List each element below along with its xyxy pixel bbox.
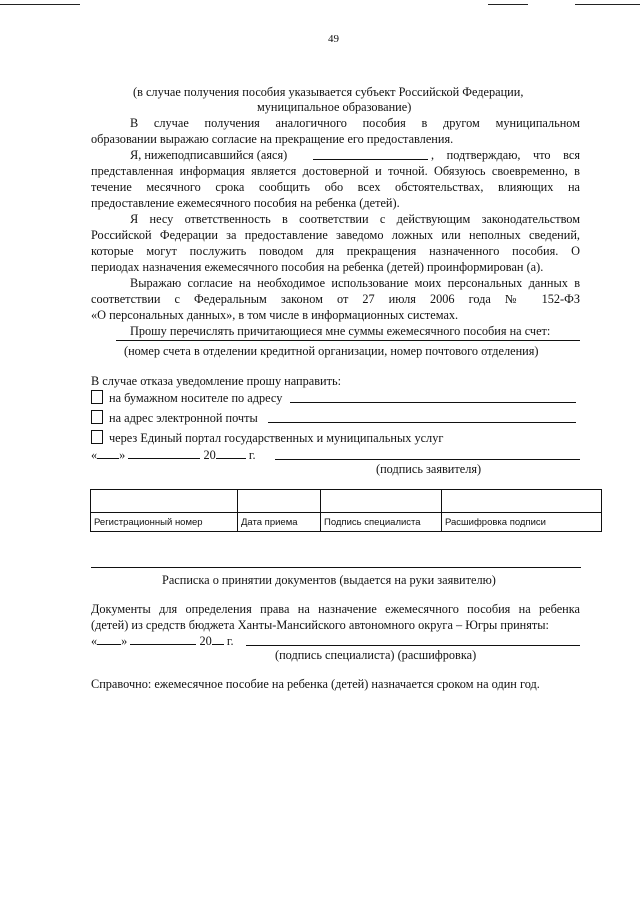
scan-edge-line-left <box>0 4 80 5</box>
date-line-receipt <box>91 633 234 649</box>
reg-number-header: Регистрационный номер <box>91 513 238 532</box>
month-field[interactable] <box>130 633 196 645</box>
email-address-field[interactable] <box>268 422 576 423</box>
date-line-applicant <box>91 447 256 463</box>
receipt-line2: (детей) из средств бюджета Ханты-Мансийского автономного округа – Югры приняты: <box>91 618 549 632</box>
year-prefix: 20 <box>203 448 216 462</box>
page-number: 49 <box>328 33 339 45</box>
receipt-line1: Документы для определения права на назначение ежемесячного пособия на ребенка <box>91 602 580 616</box>
checkbox-portal[interactable] <box>91 430 103 444</box>
para-confirm-line3: течение месячного срока сообщить обо всех обстоятельствах, влияющих на <box>91 180 580 194</box>
scan-edge-line-right <box>488 4 528 5</box>
para-responsibility-line2: Российской Федерации за предоставление заведомо ложных или неполных сведений, <box>91 228 580 242</box>
account-number-field[interactable] <box>116 340 580 341</box>
close-quote: » <box>119 448 126 462</box>
registration-table <box>90 489 602 532</box>
para-responsibility-line1: Я несу ответственность в соответствии с действующим законодательством <box>130 212 580 226</box>
checkbox-email[interactable] <box>91 410 103 424</box>
account-caption: (номер счета в отделении кредитной организации, номер почтового отделения) <box>124 344 539 358</box>
para-confirm-end: , подтверждаю, что вся <box>431 148 580 162</box>
receipt-title: Расписка о принятии документов (выдается на руки заявителю) <box>162 573 496 587</box>
day-field[interactable] <box>97 447 119 459</box>
year-field[interactable] <box>212 633 224 645</box>
option-email-label: на адрес электронной почты <box>109 411 258 425</box>
para-consent-other-line1: В случае получения аналогичного пособия в другом муниципальном <box>130 116 580 130</box>
para-personal-data-line2: соответствии с Федеральным законом от 27 июля 2006 года № 152-ФЗ <box>91 292 580 306</box>
table-cell <box>321 490 442 513</box>
month-field[interactable] <box>128 447 200 459</box>
table-row <box>91 513 602 532</box>
date-received-header: Дата приема <box>238 513 321 532</box>
year-suffix: г. <box>226 634 234 648</box>
open-quote: « <box>91 634 98 648</box>
para-personal-data-line3: «О персональных данных», в том числе в информационных системах. <box>91 308 459 322</box>
para-consent-other-line2: образовании выражаю согласие на прекращение его предоставления. <box>91 132 454 146</box>
applicant-name-field[interactable] <box>313 159 428 160</box>
table-cell <box>238 490 321 513</box>
option-paper-label: на бумажном носителе по адресу <box>109 391 283 405</box>
scan-edge-line-far-right <box>575 4 640 5</box>
close-quote: » <box>121 634 128 648</box>
applicant-signature-field[interactable] <box>275 459 580 460</box>
day-field[interactable] <box>97 633 121 645</box>
payment-request: Прошу перечислять причитающиеся мне суммы ежемесячного пособия на счет: <box>130 324 551 338</box>
reference-note: Справочно: ежемесячное пособие на ребенка (детей) назначается сроком на один год. <box>91 677 540 691</box>
para-confirm-line4: предоставление ежемесячного пособия на ребенка (детей). <box>91 196 400 210</box>
refusal-notice-title: В случае отказа уведомление прошу направить: <box>91 374 342 388</box>
para-responsibility-line3: которые могут послужить поводом для прекращения назначенного пособия. О <box>91 244 580 258</box>
receipt-separator <box>91 567 581 568</box>
para-responsibility-line4: периодах назначения ежемесячного пособия на ребенка (детей) проинформирован (а). <box>91 260 544 274</box>
year-prefix: 20 <box>199 634 212 648</box>
signature-transcript-header: Расшифровка подписи <box>442 513 602 532</box>
open-quote: « <box>91 448 98 462</box>
checkbox-paper[interactable] <box>91 390 103 404</box>
option-portal-label: через Единый портал государственных и муниципальных услуг <box>109 431 444 445</box>
para-personal-data-line1: Выражаю согласие на необходимое использование моих персональных данных в <box>130 276 580 290</box>
header-note-line2: муниципальное образование) <box>257 100 412 114</box>
table-cell <box>91 490 238 513</box>
specialist-signature-field[interactable] <box>246 645 580 646</box>
para-confirm-start: Я, нижеподписавшийся (аяся) <box>130 148 288 162</box>
table-row <box>91 490 602 513</box>
paper-address-field[interactable] <box>290 402 576 403</box>
year-suffix: г. <box>248 448 256 462</box>
year-field[interactable] <box>216 447 246 459</box>
table-cell <box>442 490 602 513</box>
receipt-signature-caption: (подпись специалиста) (расшифровка) <box>275 648 477 662</box>
specialist-signature-header: Подпись специалиста <box>321 513 442 532</box>
header-note-line1: (в случае получения пособия указывается субъект Российской Федерации, <box>133 85 524 99</box>
para-confirm-line2: представленная информация является достоверной и точной. Обязуюсь своевременно, в <box>91 164 580 178</box>
signature-caption: (подпись заявителя) <box>376 462 482 476</box>
